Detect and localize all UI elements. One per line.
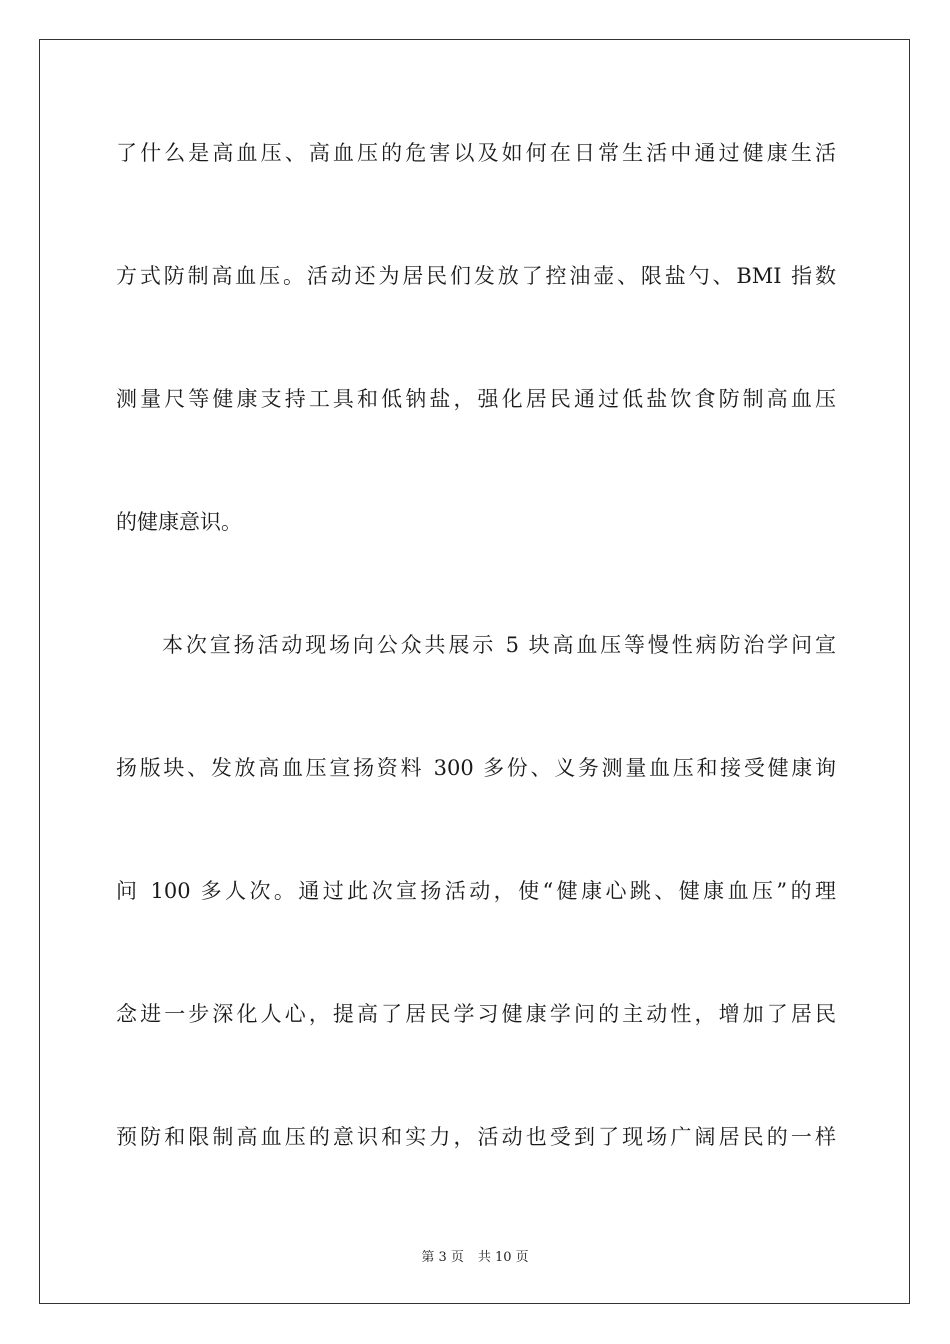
page-footer bbox=[0, 1246, 950, 1265]
text-line: 念进一步深化人心，提高了居民学习健康学问的主动性，增加了居民 bbox=[116, 1002, 836, 1026]
text-line: 预防和限制高血压的意识和实力，活动也受到了现场广阔居民的一样 bbox=[116, 1125, 836, 1149]
page-border bbox=[39, 39, 910, 1304]
text-line: 了什么是高血压、高血压的危害以及如何在日常生活中通过健康生活 bbox=[116, 141, 836, 165]
page-total: 共 10 页 bbox=[477, 1250, 529, 1265]
text-line: 问 100 多人次。通过此次宣扬活动，使“健康心跳、健康血压”的理 bbox=[116, 879, 836, 903]
text-line: 测量尺等健康支持工具和低钠盐，强化居民通过低盐饮食防制高血压 bbox=[116, 387, 836, 411]
text-line: 方式防制高血压。活动还为居民们发放了控油壶、限盐勺、BMI 指数 bbox=[116, 264, 836, 288]
text-line: 的健康意识。 bbox=[116, 510, 242, 534]
paragraph-first-line: 本次宣扬活动现场向公众共展示 5 块高血压等慢性病防治学问宣 bbox=[162, 633, 836, 657]
page-number: 第 3 页 bbox=[421, 1250, 464, 1265]
text-line: 扬版块、发放高血压宣扬资料 300 多份、义务测量血压和接受健康询 bbox=[116, 756, 836, 780]
